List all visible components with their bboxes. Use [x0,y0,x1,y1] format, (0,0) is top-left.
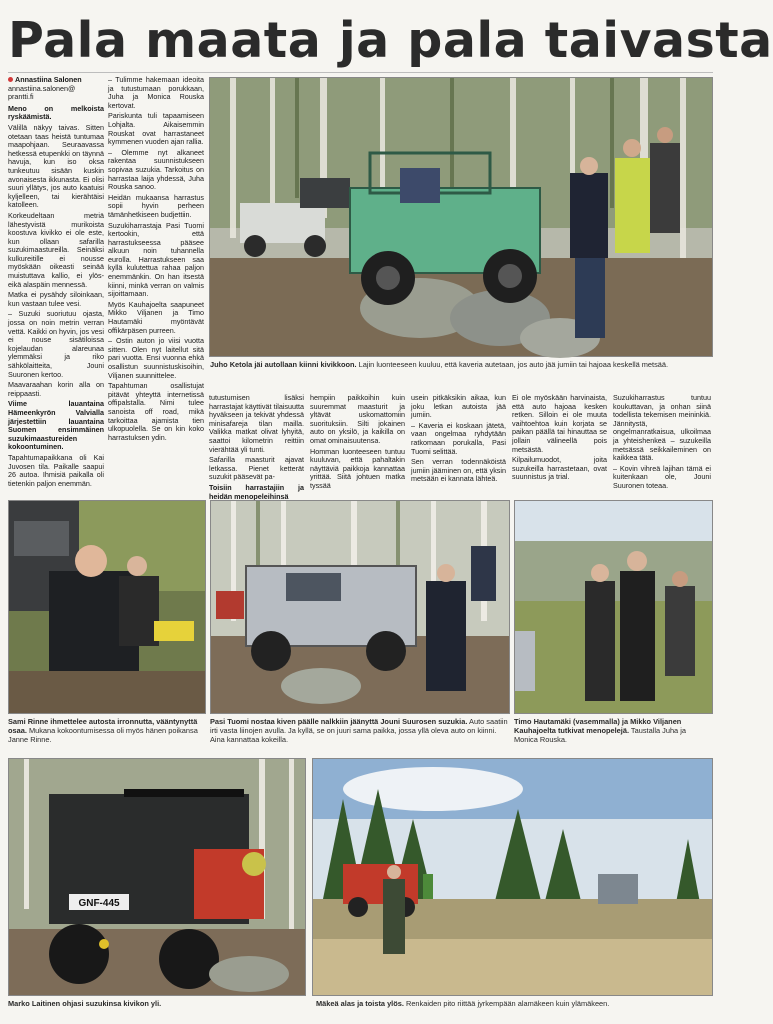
photo-marko-laitinen [8,758,306,996]
byline-dot-icon [8,77,13,82]
photo-hill [312,758,713,996]
col1-paragraph: Korkeudeltaan metriä lähestyvistä murikoista koostuva kivikko ei ole este, kun ollaan safarilla suzukimaastureilla. Seinäksi kulkureitille ei nousse myöskään oikeasti seinää muistuttava kallio, ei ylös- eikä alaspäin mennessä. [8,210,104,289]
col4-paragraphs [310,394,405,491]
col1-paragraph: Viime lauantaina Hämeenkyrön Valvialla järjestettiin lauantaina Suomen ensimmäinen suzukimaastureiden kokoontuminen. [8,399,104,452]
headline: Pala maata ja pala taivasta [8,12,773,69]
text-column-3 [209,393,304,501]
col3-paragraphs [209,394,304,501]
col7-paragraph: – Kovin vihreä lajihan tämä ei kuitenkaan ole, Jouni Suuronen toteaa. [613,463,711,490]
photo-sami-drawing [9,501,205,713]
col2-paragraph: – Ostin auton jo viisi vuotta sitten. Olen nyt laitellut sitä pari vuotta. Ensi vuonna ehkä osallistun suunnistuskisoihin, Viljanen suunnittelee. [108,336,204,380]
col3-paragraph: Toisiin harrastajiin ja heidän menopeleihinsä [209,482,304,501]
text-column-2 [108,76,204,486]
photo6-caption-rest: Renkaiden pito riittää jyrkempään alamäkeen kuin ylämäkeen. [403,999,610,1008]
col4-paragraph: hempiin paikkoihin kuin suuremmat maasturit ja yltävät uskomattomiin suorituksiin. Silti jokainen auto on yksilö, ja kaikilla on omat ominaisuutensa. [310,393,405,445]
photo-sami-rinne [8,500,206,714]
photo4-caption-lead: Timo Hautamäki (vasemmalla) ja Mikko Viljanen Kauhajoelta tutkivat menopelejä. [514,717,682,735]
photo5-caption [8,999,304,1013]
col2-paragraph: Pariskunta tuli tapaamiseen Lohjalta. Aikaisemmin Rouskat ovat harrastaneet kymmenen vuoden ajan rallia. [108,111,204,147]
col6-paragraph: Ei ole myöskään harvinaista, että auto hajoaa kesken retken. Silloin ei ole muuta vaihtoehtoa kuin korjata se paikan päällä tai hinauttaa se jollain välineellä pois metsästä. [512,393,607,454]
text-column-7 [613,394,711,490]
byline-author: Annastiina Salonen [15,75,82,84]
col1-paragraph: – Suzuki suoriutuu ojasta, jossa on noin metrin verran vettä. Kaikki on hyvin, jos vesi ei nouse sisätiloissa kojelaudan alareunaa ylemmäksi ja riko sähkölaitteita, Jouni Suuronen kertoo. [8,309,104,379]
photo2-caption-lead: Sami Rinne ihmettelee autosta irronnutta, vääntynyttä osaa. [8,717,198,735]
col2-paragraph: Suzukiharrastaja Pasi Tuomi kertookin, että harrastukseessa pääsee alkuun noin tuhannella eurolla. Harrastukseen saa kyllä kulutettua rahaa paljon enemmänkin. On han itsestä kiinni, minkä verran on valmis sijoittamaan. [108,220,204,299]
text-column-1 [8,76,104,486]
photo6-caption [316,999,711,1013]
photo3-caption [210,717,508,753]
photo5-caption-lead: Marko Laitinen ohjasi suzukinsa kivikon yli. [8,999,162,1008]
col1-paragraph: Tapahtumapaikkana oli Kai Juvosen tila. Paikalle saapui 26 autoa. Ihmisiä paikalla oli tietenkin paljon enemmän. [8,452,104,488]
license-plate: GNF-445 [78,898,120,909]
photo3-caption-rest: Auto saatiin irti vasta liinojen avulla. Ja kyllä, se on juuri sama paikka, jossa yllä oleva auto on kiinni. Aina kannattaa kokeilla. [210,717,508,744]
col5-paragraph: – Kaveria ei koskaan jätetä, vaan ongelmaa ryhdytään ratkomaan porukalla, Pasi Tuomi selittää. [411,420,506,456]
main-caption-lead: Juho Ketola jäi autollaan kiinni kivikkoon. [210,360,357,369]
text-column-6 [512,394,607,490]
photo-silver-suzuki [210,500,510,714]
col7-paragraphs [613,394,711,491]
col6-paragraph: Kilpailumuodot, joita suzukeilla harrastetaan, ovat suunnistus ja trial. [512,455,607,482]
photo4-caption [514,717,711,753]
byline-domain: prantti.fi [8,92,34,102]
col6-paragraphs [512,394,607,482]
col2-paragraph: Myös Kauhajoelta saapuneet Mikko Viljanen ja Timo Hautamäki myöntävät offikärpäsen purreen. [108,299,204,335]
main-caption-rest: Lajin luonteeseen kuuluu, että kaveria autetaan, jos auto jää jumiin tai hajoaa keskellä metsää. [356,360,669,369]
photo6-caption-lead: Mäkeä alas ja toista ylös. [316,999,404,1008]
photo-hill-drawing [313,759,712,995]
photo3-caption-lead: Pasi Tuomi nostaa kiven päälle nalkkiin jäänyttä Jouni Suurosen suzukia. [210,717,468,726]
col5-paragraph: usein pitkäksikin aikaa, kun joku letkan autoista jää jumiin. [411,393,506,420]
main-photo-drawing [210,78,712,356]
main-photo-green-suzuki [209,77,713,357]
headline-rule [8,72,713,73]
photo4-caption-rest: Taustalla Juha ja Monica Rouska. [514,726,686,744]
photo-marko-drawing [9,759,305,995]
col2-paragraph: – Olemme nyt alkaneet rakentaa suunnistukseen sopivaa suzukia. Tarkoitus on harrastaa laija yhdessä, Juha Rouska sanoo. [108,147,204,192]
col5-paragraphs [411,394,506,484]
main-photo-caption [210,360,710,386]
photo-timo-mikko [514,500,713,714]
col2-paragraphs [108,76,204,442]
text-column-4 [310,394,405,490]
col7-paragraph: Suzukiharrastus tuntuu koukuttavan, ja onhan siinä todellista tekemisen meininkiä. Jännitystä, ongelmanratkaisua, ulkoilmaa ja yhteishenkeä – suzukeilla metsässä seikkaileminen on kaikkea tätä. [613,393,711,463]
photo-timo-drawing [515,501,712,713]
col1-paragraph: Välillä näkyy taivas. Sitten otetaan taas heistä tuntumaa maapohjaan. Seuraavassa hetkessä etupenkki on täynnä havuja, kun iso oksa tunkeutuu sisään kuskin avonaisesta ikkunasta. Ei olisi suuri yllätys, jos auto kaatuisi kyljelleen, tai kierähtäisi katolleen. [8,122,104,210]
text-column-5 [411,394,506,490]
photo-silver-drawing [211,501,509,713]
photo2-caption [8,717,204,753]
byline-email[interactable]: annastiina.salonen@ [8,83,76,93]
col3-paragraph: Safarilla maasturit ajavat letkassa. Pienet ketterät suzukit pääsevät pa- [209,455,304,482]
photo2-caption-rest: Mukana kokoontumisessa oli myös hänen poikansa Janne Rinne. [8,726,198,744]
col2-paragraph: Tapahtuman osallistujat pitävät yhteyttä internetissä offipalstalla. Nimi tulee sanoista off road, mikä tarkoittaa ajamista tien ulkopuolella. Se on kin koko harrastuksen ydin. [108,381,204,442]
col1-paragraphs [8,105,104,489]
col5-paragraph: Sen verran todennäköistä jumiin jääminen on, että yksin metsään ei kannata lähteä. [411,457,506,484]
byline [8,76,104,102]
col1-paragraph: Maavaraahan korin alla on reippaasti. [8,380,104,398]
col4-paragraph: Homman luonteeseen tuntuu kuuluvan, että pahaltakin näyttäviä paikkoja kannattaa yrittää. Siitä johtuen matka tyssää [310,446,405,490]
col1-paragraph: Matka ei pysähdy siloinkaan, kun vastaan tulee vesi. [8,290,104,308]
col3-paragraph: tutustumisen lisäksi harrastajat käyttivät tilaisuutta hyväkseen ja tekivät yhdessä minisafareja tilan mailla. Valikka matkat olivat lyhyitä, saattoi kilometrin reittiin vierähtää yli tunti. [209,393,304,454]
col2-paragraph: – Tulimme hakemaan ideoita ja tutustumaan porukkaan, Juha ja Monica Rouska kertovat. [108,75,204,110]
col1-paragraph: Meno on melkoista ryskäämistä. [8,103,104,122]
col2-paragraph: Heidän mukaansa harrastus sopii hyvin perheen tämänhetkiseen budjettiin. [108,192,204,219]
